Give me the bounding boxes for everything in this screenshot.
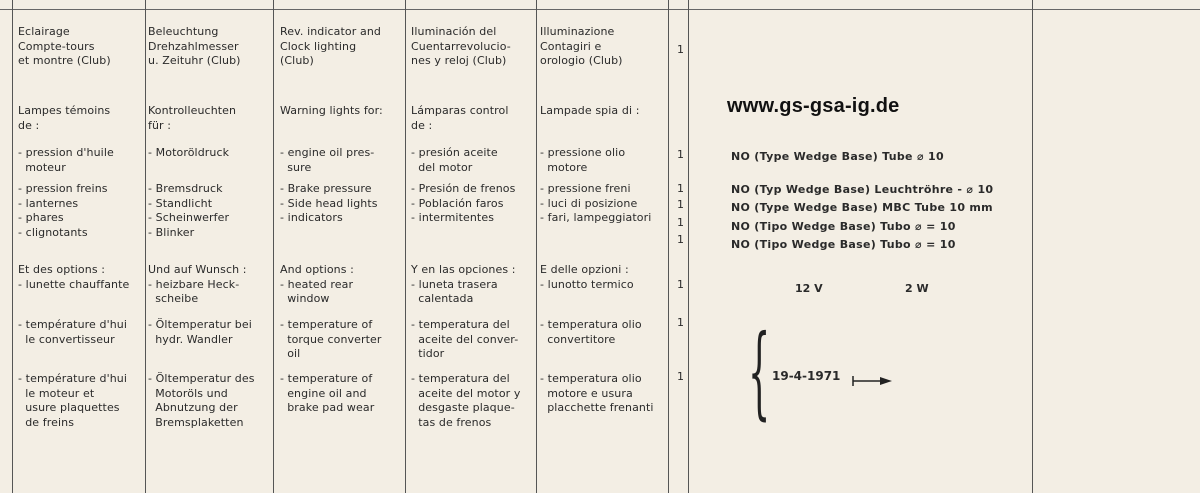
text-block: Et des options : - lunette chauffante [18, 263, 130, 291]
column-rule [688, 0, 689, 493]
text-block: Beleuchtung Drehzahlmesser u. Zeituhr (Club) [148, 25, 241, 68]
text-block: Kontrolleuchten für : [148, 104, 237, 132]
text-block: Y en las opciones : - luneta trasera calentada [411, 263, 516, 306]
bulb-spec: NO (Type Wedge Base) MBC Tube 10 mm [731, 201, 993, 214]
top-rule [0, 9, 1200, 10]
text-block: E delle opzioni : - lunotto termico [540, 263, 634, 291]
quantity-value: 1 [677, 43, 684, 56]
quantity-value: 1 [677, 148, 684, 161]
text-block: Illuminazione Contagiri e orologio (Club) [540, 25, 623, 68]
text-block: Lampade spia di : [540, 104, 640, 117]
quantity-value: 1 [677, 278, 684, 291]
text-block: Lámparas control de : [411, 104, 509, 132]
arrow-right-icon [852, 376, 892, 386]
text-block: Iluminación del Cuentarrevolucio- nes y reloj (Club) [411, 25, 511, 68]
website-watermark: www.gs-gsa-ig.de [727, 95, 900, 117]
text-block: - pression d'huile moteur [18, 146, 114, 174]
quantity-value: 1 [677, 198, 684, 211]
text-block: - température d'hui le moteur et usure plaquettes de freins [18, 372, 128, 429]
column-rule [1032, 0, 1033, 493]
column-rule [12, 0, 13, 493]
text-block: And options : - heated rear window [280, 263, 354, 306]
quantity-value: 1 [677, 233, 684, 246]
text-block: Lampes témoins de : [18, 104, 111, 132]
text-block: - Öltemperatur bei hydr. Wandler [148, 318, 252, 346]
quantity-value: 1 [677, 216, 684, 229]
text-block: - pressione freni - luci di posizione - fari, lampeggiatori [540, 182, 652, 225]
quantity-value: 1 [677, 182, 684, 195]
text-block: - pression freins - lanternes - phares - clignotants [18, 182, 108, 239]
text-block: - temperatura del aceite del motor y desgaste plaque- tas de frenos [411, 372, 521, 429]
column-rule [273, 0, 274, 493]
text-block: - temperatura olio convertitore [540, 318, 642, 346]
bulb-spec: NO (Typ Wedge Base) Leuchtröhre - ⌀ 10 [731, 183, 994, 196]
column-rule [145, 0, 146, 493]
text-block: - pressione olio motore [540, 146, 626, 174]
quantity-value: 1 [677, 316, 684, 329]
bulb-spec: NO (Type Wedge Base) Tube ⌀ 10 [731, 150, 944, 163]
text-block: - temperatura del aceite del conver- tidor [411, 318, 519, 361]
column-rule [536, 0, 537, 493]
voltage-value: 12 V [795, 282, 823, 295]
text-block: - Öltemperatur des Motoröls und Abnutzung der Bremsplaketten [148, 372, 255, 429]
text-block: - Presión de frenos - Población faros - intermitentes [411, 182, 516, 225]
text-block: Rev. indicator and Clock lighting (Club) [280, 25, 381, 68]
bulb-spec: NO (Tipo Wedge Base) Tubo ⌀ = 10 [731, 220, 956, 233]
text-block: - engine oil pres- sure [280, 146, 375, 174]
text-block: - Brake pressure - Side head lights - indicators [280, 182, 378, 225]
text-block: - temperature of torque converter oil [280, 318, 382, 361]
text-block: Eclairage Compte-tours et montre (Club) [18, 25, 111, 68]
text-block: - presión aceite del motor [411, 146, 498, 174]
date-stamp: 19-4-1971 [772, 369, 841, 383]
column-rule [405, 0, 406, 493]
quantity-value: 1 [677, 370, 684, 383]
curly-brace-icon: { [748, 313, 771, 430]
wattage-value: 2 W [905, 282, 929, 295]
text-block: Warning lights for: [280, 104, 383, 117]
text-block: Und auf Wunsch : - heizbare Heck- scheibe [148, 263, 247, 306]
column-rule [668, 0, 669, 493]
text-block: - température d'hui le convertisseur [18, 318, 128, 346]
text-block: - Motoröldruck [148, 146, 230, 159]
text-block: - temperatura olio motore e usura placchette frenanti [540, 372, 654, 415]
text-block: - Bremsdruck - Standlicht - Scheinwerfer - Blinker [148, 182, 230, 239]
bulb-spec: NO (Tipo Wedge Base) Tubo ⌀ = 10 [731, 238, 956, 251]
text-block: - temperature of engine oil and brake pad wear [280, 372, 375, 415]
